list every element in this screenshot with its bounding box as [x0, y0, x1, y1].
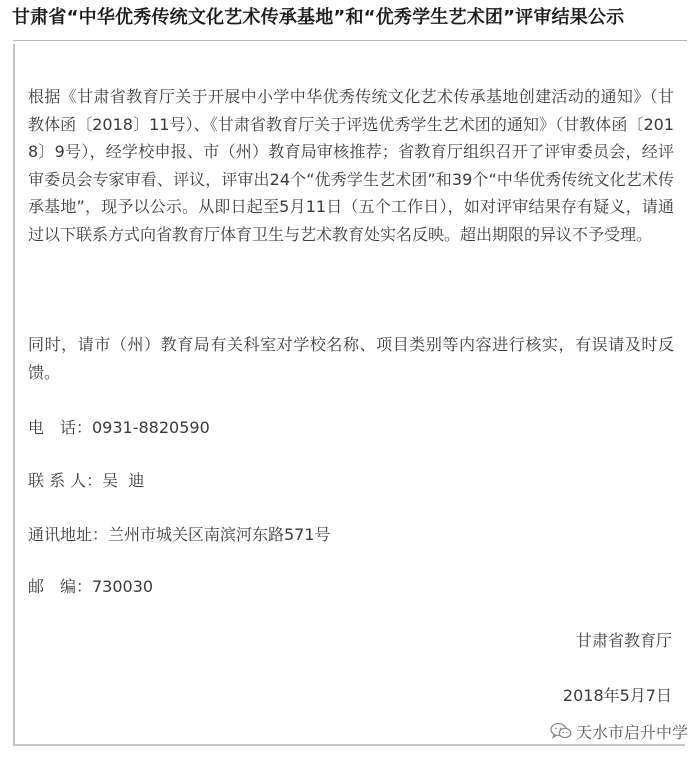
notice-paragraph-main: 根据《甘肃省教育厅关于开展中小学中华优秀传统文化艺术传承基地创建活动的通知》（甘教体函〔2018〕11号）、《甘肃省教育厅关于评选优秀学生艺术团的通知》（甘教体函〔2018〕9号），经学校申报、市（州）教育局审核推荐；省教育厅组织召开了评审委员会，经评审委员会专家审看、评议，评审出24个“优秀学生艺术团”和39个“中华优秀传统文化艺术传承基地”，现予以公示。从即日起至5月11日（五个工作日），如对评审结果存有疑义，请通过以下联系方式向省教育厅体育卫生与艺术教育处实名反映。超出期限的异议不予受理。 [28, 87, 674, 244]
wechat-icon [550, 722, 572, 740]
contact-postcode: 邮 编：730030 [28, 577, 154, 596]
contact-person: 联 系 人：吴 迪 [28, 471, 145, 490]
watermark-text: 天水市启升中学 [575, 722, 688, 742]
title-divider [13, 40, 687, 41]
contact-phone: 电 话：0931-8820590 [28, 418, 210, 437]
issuer-signature: 甘肃省教育厅 [575, 631, 672, 650]
notice-paragraph-verify: 同时，请市（州）教育局有关科室对学校名称、项目类别等内容进行核实，有误请及时反馈。 [28, 335, 674, 382]
contact-address: 通讯地址：兰州市城关区南滨河东路571号 [28, 525, 331, 544]
watermark [546, 719, 692, 743]
page-title: 甘肃省“中华优秀传统文化艺术传承基地”和“优秀学生艺术团”评审结果公示 [12, 7, 625, 28]
issue-date: 2018年5月7日 [562, 686, 672, 705]
